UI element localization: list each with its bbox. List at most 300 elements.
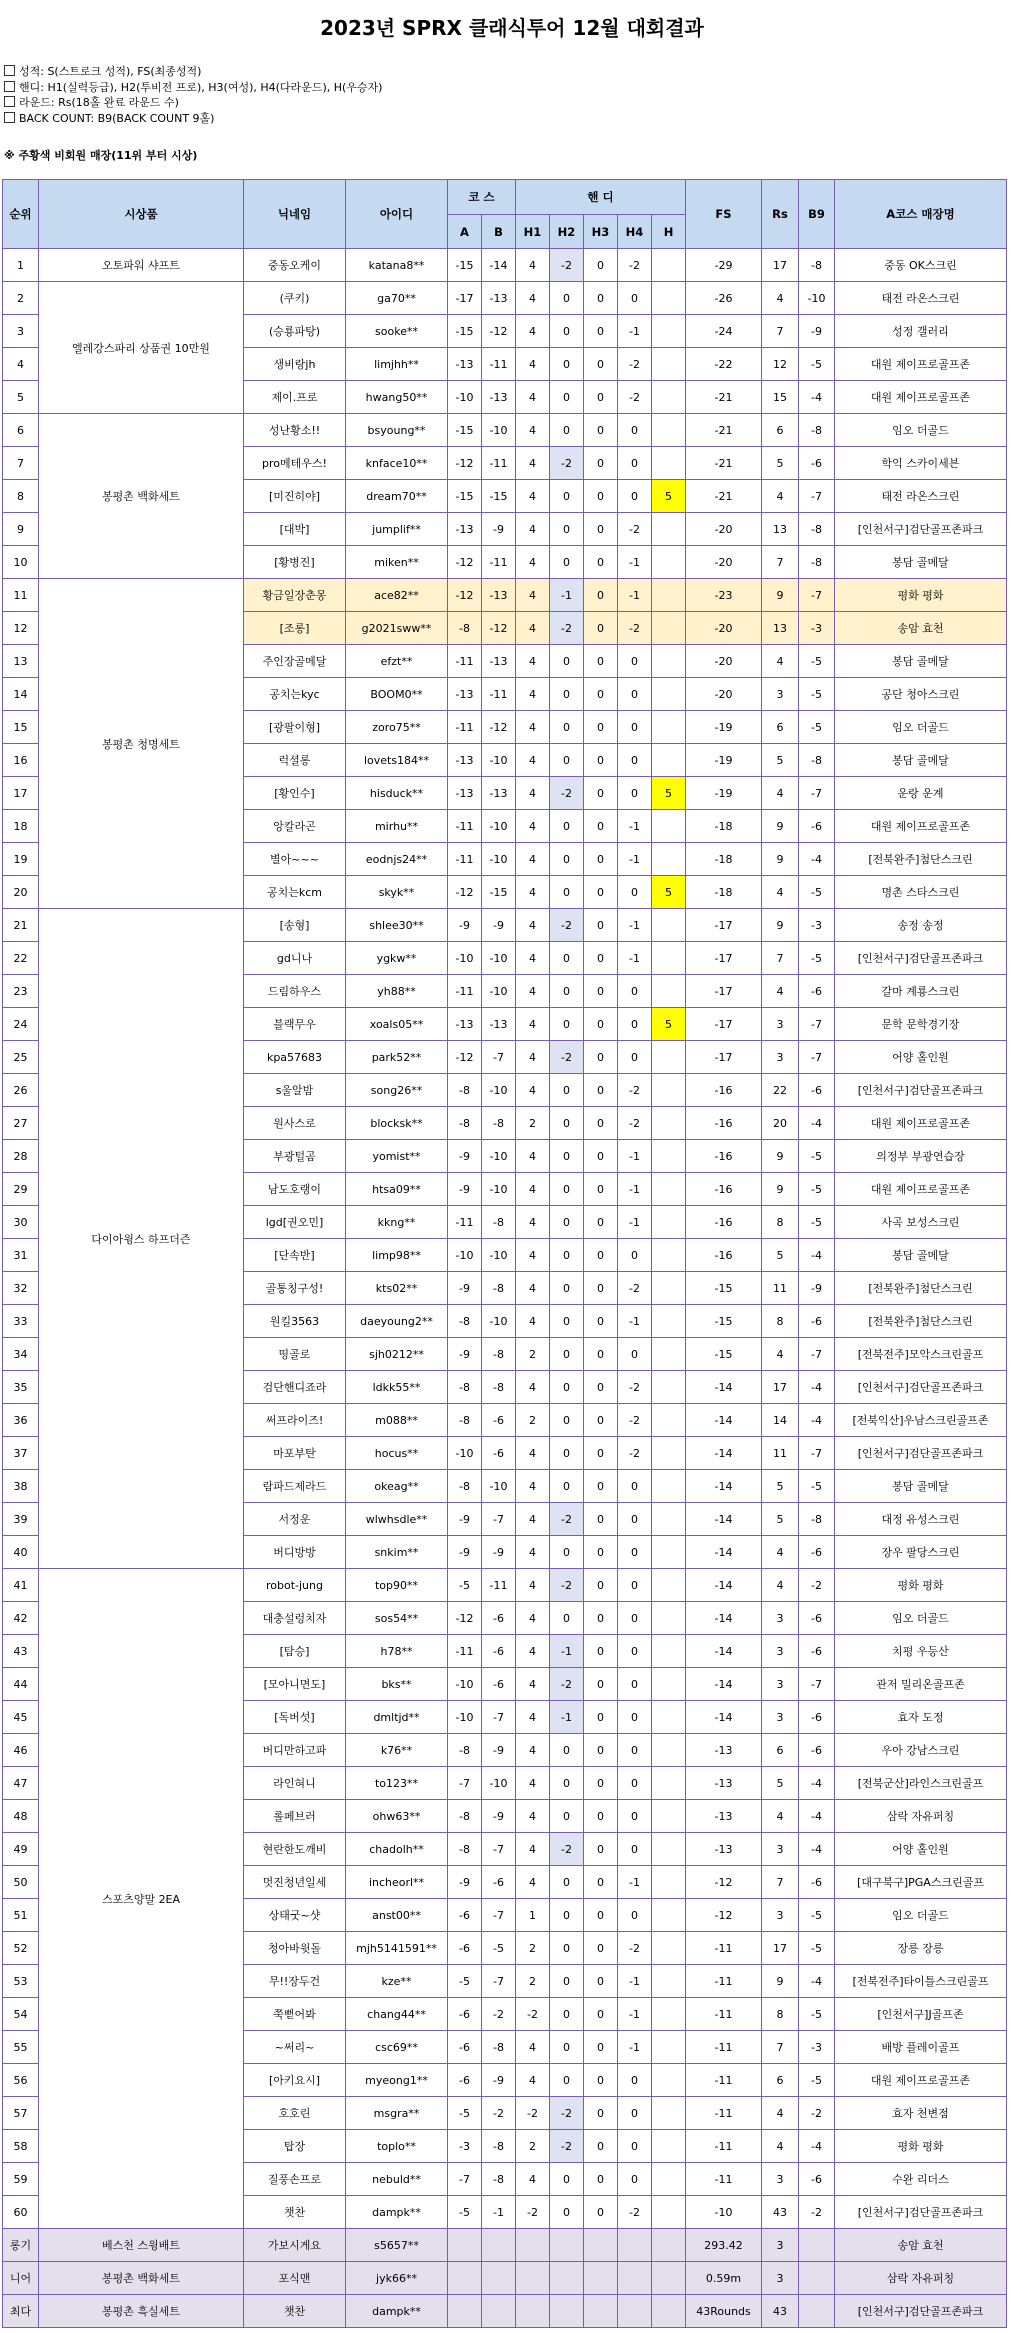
store-cell: 평화 평화	[835, 579, 1007, 612]
rs-cell: 3	[762, 1602, 799, 1635]
store-cell: 임오 더골드	[835, 1602, 1007, 1635]
legend-notes	[4, 64, 382, 126]
h2-cell: -1	[550, 1701, 584, 1734]
rank-cell: 35	[3, 1371, 39, 1404]
h4-cell: -1	[618, 1140, 652, 1173]
h3-cell: 0	[584, 1899, 618, 1932]
b-cell: -15	[482, 876, 516, 909]
id-cell: toplo**	[346, 2130, 448, 2163]
rs-cell: 9	[762, 810, 799, 843]
a-cell: -10	[448, 942, 482, 975]
h2-cell: 0	[550, 414, 584, 447]
rank-cell: 50	[3, 1866, 39, 1899]
empty-cell	[550, 2295, 584, 2328]
h4-cell: 0	[618, 447, 652, 480]
id-cell: shlee30**	[346, 909, 448, 942]
b-cell: -10	[482, 1767, 516, 1800]
rs-cell: 7	[762, 315, 799, 348]
h1-cell: 4	[516, 1041, 550, 1074]
nickname-cell: (승룡파탕)	[244, 315, 346, 348]
h2-cell: -2	[550, 1569, 584, 1602]
h1-cell: 4	[516, 777, 550, 810]
h-cell	[652, 1503, 686, 1536]
id-cell: h78**	[346, 1635, 448, 1668]
h1-cell: 4	[516, 1206, 550, 1239]
a-cell: -9	[448, 1140, 482, 1173]
id-cell: ga70**	[346, 282, 448, 315]
nickname-cell: 마포부탄	[244, 1437, 346, 1470]
h1-cell: 4	[516, 348, 550, 381]
fs-cell: -16	[686, 1107, 762, 1140]
h-cell	[652, 282, 686, 315]
rank-cell: 12	[3, 612, 39, 645]
h1-cell: 2	[516, 1404, 550, 1437]
h4-cell: -1	[618, 1866, 652, 1899]
fs-cell: -17	[686, 1008, 762, 1041]
h4-cell: -2	[618, 1437, 652, 1470]
nickname-cell: 제이.프로	[244, 381, 346, 414]
empty-cell	[799, 2295, 835, 2328]
prize-cell: 봉평촌 백화세트	[39, 414, 244, 579]
store-cell: 효자 천변점	[835, 2097, 1007, 2130]
b9-cell: -5	[799, 711, 835, 744]
h-cell	[652, 546, 686, 579]
fs-cell: -21	[686, 447, 762, 480]
note-backcount: BACK COUNT: B9(BACK COUNT 9홀)	[4, 111, 382, 127]
h2-cell: 0	[550, 513, 584, 546]
rs-cell: 22	[762, 1074, 799, 1107]
id-cell: skyk**	[346, 876, 448, 909]
h3-cell: 0	[584, 1437, 618, 1470]
b9-cell: -6	[799, 447, 835, 480]
h3-cell: 0	[584, 1140, 618, 1173]
fs-cell: -21	[686, 381, 762, 414]
id-cell: bsyoung**	[346, 414, 448, 447]
store-cell: 태전 라온스크린	[835, 480, 1007, 513]
h2-cell: 0	[550, 744, 584, 777]
h4-cell: 0	[618, 2163, 652, 2196]
h3-cell: 0	[584, 744, 618, 777]
nickname-cell: 블랙무우	[244, 1008, 346, 1041]
store-cell: [인천서구]검단골프존파크	[835, 942, 1007, 975]
h3-cell: 0	[584, 1965, 618, 1998]
fs-cell: -14	[686, 1503, 762, 1536]
store-cell: 봉담 골메달	[835, 744, 1007, 777]
h3-cell: 0	[584, 612, 618, 645]
store-cell: 공단 청아스크린	[835, 678, 1007, 711]
id-cell: s5657**	[346, 2229, 448, 2262]
rs-cell: 3	[762, 2229, 799, 2262]
nickname-cell: [아키요시]	[244, 2064, 346, 2097]
h1-cell: 2	[516, 1932, 550, 1965]
store-cell: 사곡 보성스크린	[835, 1206, 1007, 1239]
prize-cell: 엘레강스파리 상품권 10만원	[39, 282, 244, 414]
empty-cell	[618, 2262, 652, 2295]
b9-cell: -8	[799, 414, 835, 447]
h3-cell: 0	[584, 678, 618, 711]
id-cell: xoals05**	[346, 1008, 448, 1041]
id-cell: myeong1**	[346, 2064, 448, 2097]
rank-cell: 1	[3, 249, 39, 282]
b9-cell: -8	[799, 546, 835, 579]
nickname-cell: 부광털곰	[244, 1140, 346, 1173]
h1-cell: 4	[516, 843, 550, 876]
a-cell: -8	[448, 1074, 482, 1107]
h4-cell: 0	[618, 282, 652, 315]
store-cell: [인천서구]검단골프존파크	[835, 1437, 1007, 1470]
store-cell: 송정 송정	[835, 909, 1007, 942]
fs-cell: -20	[686, 513, 762, 546]
id-cell: yomist**	[346, 1140, 448, 1173]
rs-cell: 3	[762, 2262, 799, 2295]
nickname-cell: 람파드제라드	[244, 1470, 346, 1503]
store-cell: [인천서구]검단골프존파크	[835, 1074, 1007, 1107]
empty-cell	[448, 2295, 482, 2328]
h-cell	[652, 1767, 686, 1800]
b9-cell: -8	[799, 513, 835, 546]
a-cell: -11	[448, 843, 482, 876]
store-cell: 평화 평화	[835, 2130, 1007, 2163]
rs-cell: 9	[762, 909, 799, 942]
b9-cell: -7	[799, 1041, 835, 1074]
rs-cell: 4	[762, 777, 799, 810]
h-cell	[652, 1536, 686, 1569]
b9-cell: -5	[799, 1899, 835, 1932]
h-cell	[652, 348, 686, 381]
fs-cell: -16	[686, 1140, 762, 1173]
rs-cell: 3	[762, 1635, 799, 1668]
rs-cell: 4	[762, 645, 799, 678]
fs-cell: -14	[686, 1569, 762, 1602]
b-cell: -9	[482, 1734, 516, 1767]
empty-cell	[448, 2262, 482, 2295]
rs-cell: 9	[762, 579, 799, 612]
h4-cell: 0	[618, 1734, 652, 1767]
rank-cell: 54	[3, 1998, 39, 2031]
h3-cell: 0	[584, 579, 618, 612]
col-h3: H3	[584, 215, 618, 249]
h3-cell: 0	[584, 1833, 618, 1866]
table-row	[3, 249, 1007, 282]
rank-cell: 55	[3, 2031, 39, 2064]
h1-cell: 4	[516, 2031, 550, 2064]
h3-cell: 0	[584, 414, 618, 447]
h1-cell: 4	[516, 744, 550, 777]
fs-cell: -17	[686, 1041, 762, 1074]
b-cell: -12	[482, 315, 516, 348]
h3-cell: 0	[584, 447, 618, 480]
b-cell: -10	[482, 744, 516, 777]
checkbox-square-icon	[4, 65, 15, 76]
a-cell: -15	[448, 414, 482, 447]
h-cell	[652, 1734, 686, 1767]
h1-cell: 4	[516, 1866, 550, 1899]
a-cell: -9	[448, 1173, 482, 1206]
nickname-cell: [송형]	[244, 909, 346, 942]
id-cell: yh88**	[346, 975, 448, 1008]
nickname-cell: [황인수]	[244, 777, 346, 810]
h3-cell: 0	[584, 1371, 618, 1404]
rank-cell: 46	[3, 1734, 39, 1767]
h1-cell: 4	[516, 1569, 550, 1602]
store-cell: [전북완주]첨단스크린	[835, 1272, 1007, 1305]
h1-cell: 4	[516, 1800, 550, 1833]
h4-cell: -1	[618, 942, 652, 975]
h1-cell: 4	[516, 612, 550, 645]
b9-cell: -5	[799, 942, 835, 975]
h2-cell: 0	[550, 2196, 584, 2229]
rs-cell: 13	[762, 513, 799, 546]
id-cell: dampk**	[346, 2196, 448, 2229]
h3-cell: 0	[584, 1569, 618, 1602]
a-cell: -8	[448, 1107, 482, 1140]
rank-cell: 42	[3, 1602, 39, 1635]
b-cell: -13	[482, 282, 516, 315]
h3-cell: 0	[584, 810, 618, 843]
b9-cell: -6	[799, 2163, 835, 2196]
h3-cell: 0	[584, 1866, 618, 1899]
rs-cell: 9	[762, 1140, 799, 1173]
rs-cell: 6	[762, 1734, 799, 1767]
store-cell: 대원 제이프로골프존	[835, 810, 1007, 843]
h2-cell: -2	[550, 1833, 584, 1866]
h4-cell: -2	[618, 1932, 652, 1965]
award-label-cell: 최다	[3, 2295, 39, 2328]
h1-cell: 4	[516, 2163, 550, 2196]
nickname-cell: [대박]	[244, 513, 346, 546]
id-cell: hwang50**	[346, 381, 448, 414]
rs-cell: 4	[762, 282, 799, 315]
b9-cell: -6	[799, 810, 835, 843]
table-row	[3, 579, 1007, 612]
rank-cell: 52	[3, 1932, 39, 1965]
b-cell: -10	[482, 810, 516, 843]
b-cell: -9	[482, 513, 516, 546]
h-cell	[652, 249, 686, 282]
h4-cell: 0	[618, 1470, 652, 1503]
fs-cell: -10	[686, 2196, 762, 2229]
h3-cell: 0	[584, 2130, 618, 2163]
a-cell: -6	[448, 2064, 482, 2097]
h4-cell: -2	[618, 1107, 652, 1140]
h2-cell: 0	[550, 282, 584, 315]
nickname-cell: 챗찬	[244, 2295, 346, 2328]
rank-cell: 59	[3, 2163, 39, 2196]
h4-cell: 0	[618, 777, 652, 810]
b9-cell: -4	[799, 1404, 835, 1437]
h1-cell: 4	[516, 249, 550, 282]
fs-cell: -20	[686, 678, 762, 711]
rs-cell: 3	[762, 1701, 799, 1734]
a-cell: -8	[448, 1833, 482, 1866]
b9-cell: -5	[799, 2064, 835, 2097]
col-rank: 순위	[3, 180, 39, 249]
h1-cell: 4	[516, 1701, 550, 1734]
h2-cell: 0	[550, 2163, 584, 2196]
h1-cell: 4	[516, 942, 550, 975]
store-cell: 치평 우등산	[835, 1635, 1007, 1668]
b9-cell: -6	[799, 975, 835, 1008]
rank-cell: 21	[3, 909, 39, 942]
h-cell	[652, 1107, 686, 1140]
id-cell: ygkw**	[346, 942, 448, 975]
h3-cell: 0	[584, 1668, 618, 1701]
h3-cell: 0	[584, 1503, 618, 1536]
h1-cell: 4	[516, 414, 550, 447]
nickname-cell: 서정운	[244, 1503, 346, 1536]
rs-cell: 6	[762, 711, 799, 744]
rs-cell: 3	[762, 1833, 799, 1866]
h3-cell: 0	[584, 1767, 618, 1800]
rank-cell: 33	[3, 1305, 39, 1338]
h2-cell: 0	[550, 711, 584, 744]
b9-cell: -7	[799, 777, 835, 810]
nickname-cell: 원킬3563	[244, 1305, 346, 1338]
store-cell: 임오 더골드	[835, 1899, 1007, 1932]
note-rounds: 라운드: Rs(18홀 완료 라운드 수)	[4, 95, 382, 111]
b-cell: -2	[482, 1998, 516, 2031]
fs-cell: -12	[686, 1899, 762, 1932]
h4-cell: 0	[618, 744, 652, 777]
nonmember-notice: ※ 주황색 비회원 매장(11위 부터 시상)	[4, 149, 198, 162]
h3-cell: 0	[584, 1173, 618, 1206]
h2-cell: 0	[550, 546, 584, 579]
a-cell: -15	[448, 249, 482, 282]
award-label-cell: 니어	[3, 2262, 39, 2295]
fs-cell: -16	[686, 1074, 762, 1107]
rs-cell: 43	[762, 2196, 799, 2229]
col-handi-group: 핸 디	[516, 180, 686, 215]
b9-cell: -4	[799, 1239, 835, 1272]
a-cell: -11	[448, 975, 482, 1008]
rs-cell: 5	[762, 744, 799, 777]
h1-cell: 4	[516, 975, 550, 1008]
nickname-cell: 띵골로	[244, 1338, 346, 1371]
h3-cell: 0	[584, 315, 618, 348]
rs-cell: 11	[762, 1437, 799, 1470]
b-cell: -6	[482, 1866, 516, 1899]
h1-cell: 1	[516, 1899, 550, 1932]
h2-cell: 0	[550, 975, 584, 1008]
rank-cell: 15	[3, 711, 39, 744]
store-cell: 대원 제이프로골프존	[835, 2064, 1007, 2097]
b-cell: -8	[482, 1371, 516, 1404]
nickname-cell: 원사스로	[244, 1107, 346, 1140]
fs-cell: -17	[686, 975, 762, 1008]
store-cell: [인천서구]검단골프존파크	[835, 1371, 1007, 1404]
a-cell: -12	[448, 579, 482, 612]
nickname-cell: 골통칭구성!	[244, 1272, 346, 1305]
prize-cell: 봉평촌 청명세트	[39, 579, 244, 909]
h1-cell: 4	[516, 909, 550, 942]
id-cell: dmltjd**	[346, 1701, 448, 1734]
rs-cell: 12	[762, 348, 799, 381]
h1-cell: 4	[516, 1536, 550, 1569]
id-cell: efzt**	[346, 645, 448, 678]
h3-cell: 0	[584, 282, 618, 315]
id-cell: ldkk55**	[346, 1371, 448, 1404]
fs-cell: -13	[686, 1734, 762, 1767]
fs-cell: -24	[686, 315, 762, 348]
a-cell: -7	[448, 1767, 482, 1800]
empty-cell	[618, 2295, 652, 2328]
id-cell: ohw63**	[346, 1800, 448, 1833]
a-cell: -13	[448, 1008, 482, 1041]
id-cell: song26**	[346, 1074, 448, 1107]
store-cell: 삼락 자유퍼칭	[835, 1800, 1007, 1833]
store-cell: 송암 효천	[835, 2229, 1007, 2262]
empty-cell	[516, 2229, 550, 2262]
h2-cell: 0	[550, 1965, 584, 1998]
store-cell: 성정 갤러리	[835, 315, 1007, 348]
a-cell: -15	[448, 480, 482, 513]
b9-cell: -4	[799, 1107, 835, 1140]
h4-cell: 0	[618, 1569, 652, 1602]
rank-cell: 48	[3, 1800, 39, 1833]
h4-cell: 0	[618, 1008, 652, 1041]
nickname-cell: robot-jung	[244, 1569, 346, 1602]
rs-cell: 17	[762, 249, 799, 282]
h2-cell: 0	[550, 1932, 584, 1965]
fs-cell: -18	[686, 810, 762, 843]
empty-cell	[652, 2295, 686, 2328]
id-cell: snkim**	[346, 1536, 448, 1569]
h4-cell: 0	[618, 1635, 652, 1668]
rank-cell: 3	[3, 315, 39, 348]
a-cell: -17	[448, 282, 482, 315]
fs-cell: -14	[686, 1536, 762, 1569]
col-h4: H4	[618, 215, 652, 249]
id-cell: k76**	[346, 1734, 448, 1767]
table-row	[3, 282, 1007, 315]
h1-cell: 4	[516, 1437, 550, 1470]
nickname-cell: 남도호랭이	[244, 1173, 346, 1206]
h-cell	[652, 1173, 686, 1206]
h2-cell: 0	[550, 1866, 584, 1899]
fs-cell: -11	[686, 1932, 762, 1965]
a-cell: -8	[448, 612, 482, 645]
a-cell: -5	[448, 2097, 482, 2130]
h2-cell: -1	[550, 1635, 584, 1668]
nickname-cell: 버디방방	[244, 1536, 346, 1569]
id-cell: dampk**	[346, 2295, 448, 2328]
h4-cell: 0	[618, 876, 652, 909]
h4-cell: 0	[618, 1041, 652, 1074]
h4-cell: -1	[618, 2031, 652, 2064]
rs-cell: 17	[762, 1371, 799, 1404]
h-cell	[652, 414, 686, 447]
rank-cell: 60	[3, 2196, 39, 2229]
b-cell: -13	[482, 777, 516, 810]
h4-cell: 0	[618, 1239, 652, 1272]
h2-cell: -2	[550, 249, 584, 282]
h-cell	[652, 1404, 686, 1437]
b9-cell: -6	[799, 1734, 835, 1767]
a-cell: -10	[448, 381, 482, 414]
rank-cell: 9	[3, 513, 39, 546]
h2-cell: 0	[550, 1074, 584, 1107]
h4-cell: 0	[618, 2097, 652, 2130]
h2-cell: 0	[550, 1437, 584, 1470]
h1-cell: 4	[516, 480, 550, 513]
b9-cell: -9	[799, 1272, 835, 1305]
store-cell: 수완 리더스	[835, 2163, 1007, 2196]
rs-cell: 8	[762, 1998, 799, 2031]
h2-cell: 0	[550, 1272, 584, 1305]
col-prize: 시상품	[39, 180, 244, 249]
a-cell: -6	[448, 2031, 482, 2064]
fs-cell: -19	[686, 777, 762, 810]
